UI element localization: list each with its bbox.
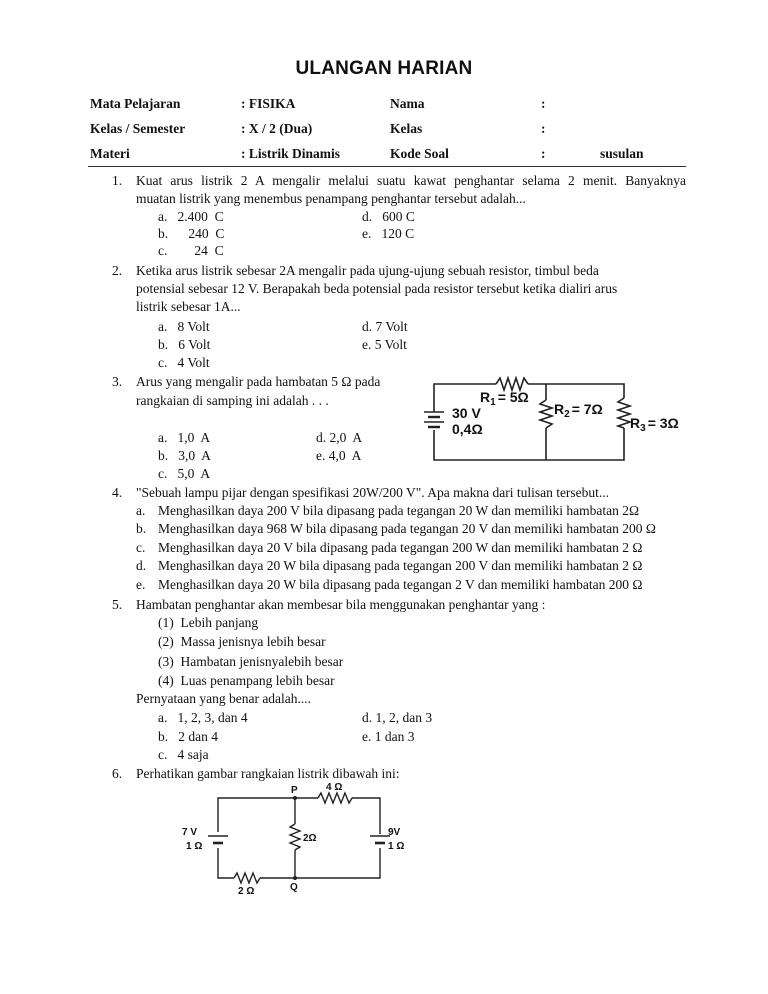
q3-option-e: e. 4,0 A — [316, 448, 362, 463]
q6-node-q-dot — [293, 876, 297, 880]
q4-stem: "Sebuah lampu pijar dengan spesifikasi 20W/200 V". Apa makna dari tulisan tersebut... — [136, 485, 610, 500]
q3-stem-line2: rangkaian di samping ini adalah . . . — [136, 393, 329, 408]
q2-stem-line1: Ketika arus listrik sebesar 2A mengalir pada ujung-ujung sebuah resistor, timbul beda — [136, 263, 599, 278]
q3-r3-label: R — [630, 415, 641, 431]
q4-option-c: Menghasilkan daya 20 V bila dipasang pada tegangan 200 W dan memiliki hambatan 2 Ω — [158, 540, 643, 555]
q3-battery — [424, 412, 444, 427]
kode-soal-value: susulan — [600, 146, 644, 161]
q3-r2-label: R — [554, 401, 565, 417]
q5-stem: Hambatan penghantar akan membesar bila menggunakan penghantar yang : — [136, 597, 546, 612]
q5-option-a: a. 1, 2, 3, dan 4 — [158, 710, 248, 725]
q4-option-d-label: d. — [136, 558, 147, 573]
q6-node-p-dot — [293, 796, 297, 800]
kelas-semester-value: : X / 2 (Dua) — [241, 121, 313, 136]
q6-node-p-label: P — [291, 785, 298, 796]
q5-statement-4: (4) Luas penampang lebih besar — [158, 673, 335, 688]
q4-option-a-label: a. — [136, 503, 146, 518]
materi-value: : Listrik Dinamis — [241, 146, 341, 161]
q4-option-a: Menghasilkan daya 200 V bila dipasang pada tegangan 20 W dan memiliki hambatan 2Ω — [158, 503, 640, 518]
kode-soal-label: Kode Soal — [390, 146, 449, 161]
q2-number: 2. — [112, 263, 123, 278]
q2-stem-line2: potensial sebesar 12 V. Berapakah beda potensial pada resistor tersebut ketika dialiri arus — [136, 281, 618, 296]
q2-option-d: d. 7 Volt — [362, 319, 408, 334]
q5-prompt: Pernyataan yang benar adalah.... — [136, 691, 312, 706]
q6-wire-top-right — [352, 798, 380, 834]
q6-left-r-label: 1 Ω — [186, 841, 203, 852]
q5-option-c: c. 4 saja — [158, 747, 209, 762]
q5-option-d: d. 1, 2, dan 3 — [362, 710, 433, 725]
q6-resistor-middle — [290, 824, 300, 850]
q5-statement-3: (3) Hambatan jenisnyalebih besar — [158, 654, 344, 669]
q6-right-emf-label: 9V — [388, 827, 401, 838]
q6-wire-top-left — [218, 798, 318, 832]
materi-label: Materi — [90, 146, 130, 161]
q6-node-q-label: Q — [290, 882, 298, 893]
q3-r1-label: R — [480, 389, 491, 405]
q3-internal-resistance-label: 0,4Ω — [452, 421, 483, 437]
q1-option-c: c. 24 C — [158, 243, 224, 258]
q3-r1-value: = 5Ω — [497, 389, 529, 405]
q3-option-d: d. 2,0 A — [316, 430, 363, 445]
q2-option-a: a. 8 Volt — [158, 319, 210, 334]
q3-emf-label: 30 V — [452, 405, 481, 421]
q1-option-d: d. 600 C — [362, 209, 415, 224]
mapel-label: Mata Pelajaran — [90, 96, 181, 111]
q1-number: 1. — [112, 173, 123, 188]
q1-stem-line1: Kuat arus listrik 2 A mengalir melalui suatu kawat penghantar selama 2 menit. Banyaknya — [136, 173, 686, 188]
svg-text:R2= 7Ω — [554, 401, 603, 420]
q3-wire-top-right — [528, 384, 624, 398]
q3-r1-sub: 1 — [490, 397, 496, 408]
q6-right-battery — [370, 836, 390, 843]
q1-option-a: a. 2.400 C — [158, 209, 224, 224]
q6-left-battery — [208, 836, 228, 843]
q5-statement-2: (2) Massa jenisnya lebih besar — [158, 634, 326, 649]
q1-option-e: e. 120 C — [362, 226, 415, 241]
q6-r-bottom-label: 2 Ω — [238, 886, 255, 896]
svg-text:R1= 5Ω — [480, 389, 529, 408]
svg-text:R3= 3Ω — [630, 415, 679, 434]
q4-option-d: Menghasilkan daya 20 W bila dipasang pada tegangan 200 V dan memiliki hambatan 2 Ω — [158, 558, 643, 573]
q6-r-top-label: 4 Ω — [326, 782, 343, 793]
page-title: ULANGAN HARIAN — [295, 58, 473, 79]
q3-r3-value: = 3Ω — [647, 415, 679, 431]
q4-number: 4. — [112, 485, 123, 500]
kelas-semester-label: Kelas / Semester — [90, 121, 186, 136]
header-divider — [88, 166, 686, 167]
q6-left-emf-label: 7 V — [182, 827, 198, 838]
q6-circuit-diagram — [176, 780, 416, 896]
q6-number: 6. — [112, 766, 123, 781]
q3-stem-line1: Arus yang mengalir pada hambatan 5 Ω pada — [136, 374, 381, 389]
q3-r2-value: = 7Ω — [571, 401, 603, 417]
nama-colon: : — [541, 96, 546, 111]
q3-resistor-r2 — [540, 400, 552, 428]
kelas-label: Kelas — [390, 121, 423, 136]
q3-resistor-r3 — [618, 398, 630, 428]
q5-statement-1: (1) Lebih panjang — [158, 615, 259, 630]
q5-number: 5. — [112, 597, 123, 612]
kelas-colon: : — [541, 121, 546, 136]
q4-option-e-label: e. — [136, 577, 146, 592]
q3-option-a: a. 1,0 A — [158, 430, 211, 445]
q5-option-e: e. 1 dan 3 — [362, 729, 415, 744]
q6-stem: Perhatikan gambar rangkaian listrik dibawah ini: — [136, 766, 400, 781]
mapel-value: : FISIKA — [241, 96, 296, 111]
q3-option-c: c. 5,0 A — [158, 466, 211, 481]
nama-label: Nama — [390, 96, 425, 111]
q1-option-b: b. 240 C — [158, 226, 225, 241]
q5-option-b: b. 2 dan 4 — [158, 729, 218, 744]
q6-resistor-top — [318, 793, 352, 803]
q4-option-c-label: c. — [136, 540, 146, 555]
q4-option-b-label: b. — [136, 521, 147, 536]
q3-option-b: b. 3,0 A — [158, 448, 211, 463]
q6-r-middle-label: 2Ω — [303, 833, 317, 844]
q2-option-e: e. 5 Volt — [362, 337, 407, 352]
q3-circuit-diagram — [416, 372, 706, 464]
q6-wire-bottom-right — [260, 848, 380, 878]
q2-stem-line3: listrik sebesar 1A... — [136, 299, 241, 314]
q3-r3-sub: 3 — [640, 423, 646, 434]
q3-number: 3. — [112, 374, 123, 389]
q2-option-c: c. 4 Volt — [158, 355, 210, 370]
q2-option-b: b. 6 Volt — [158, 337, 211, 352]
q6-wire-bottom-left — [218, 848, 234, 878]
q1-stem-line2: muatan listrik yang menembus penampang penghantar tersebut adalah... — [136, 191, 526, 206]
q6-right-r-label: 1 Ω — [388, 841, 405, 852]
q4-option-b: Menghasilkan daya 968 W bila dipasang pada tegangan 20 V dan memiliki hambatan 200 Ω — [158, 521, 656, 536]
kode-soal-colon: : — [541, 146, 546, 161]
q6-resistor-bottom — [234, 873, 260, 883]
q4-option-e: Menghasilkan daya 20 W bila dipasang pada tegangan 2 V dan memiliki hambatan 200 Ω — [158, 577, 643, 592]
q3-r2-sub: 2 — [564, 409, 570, 420]
